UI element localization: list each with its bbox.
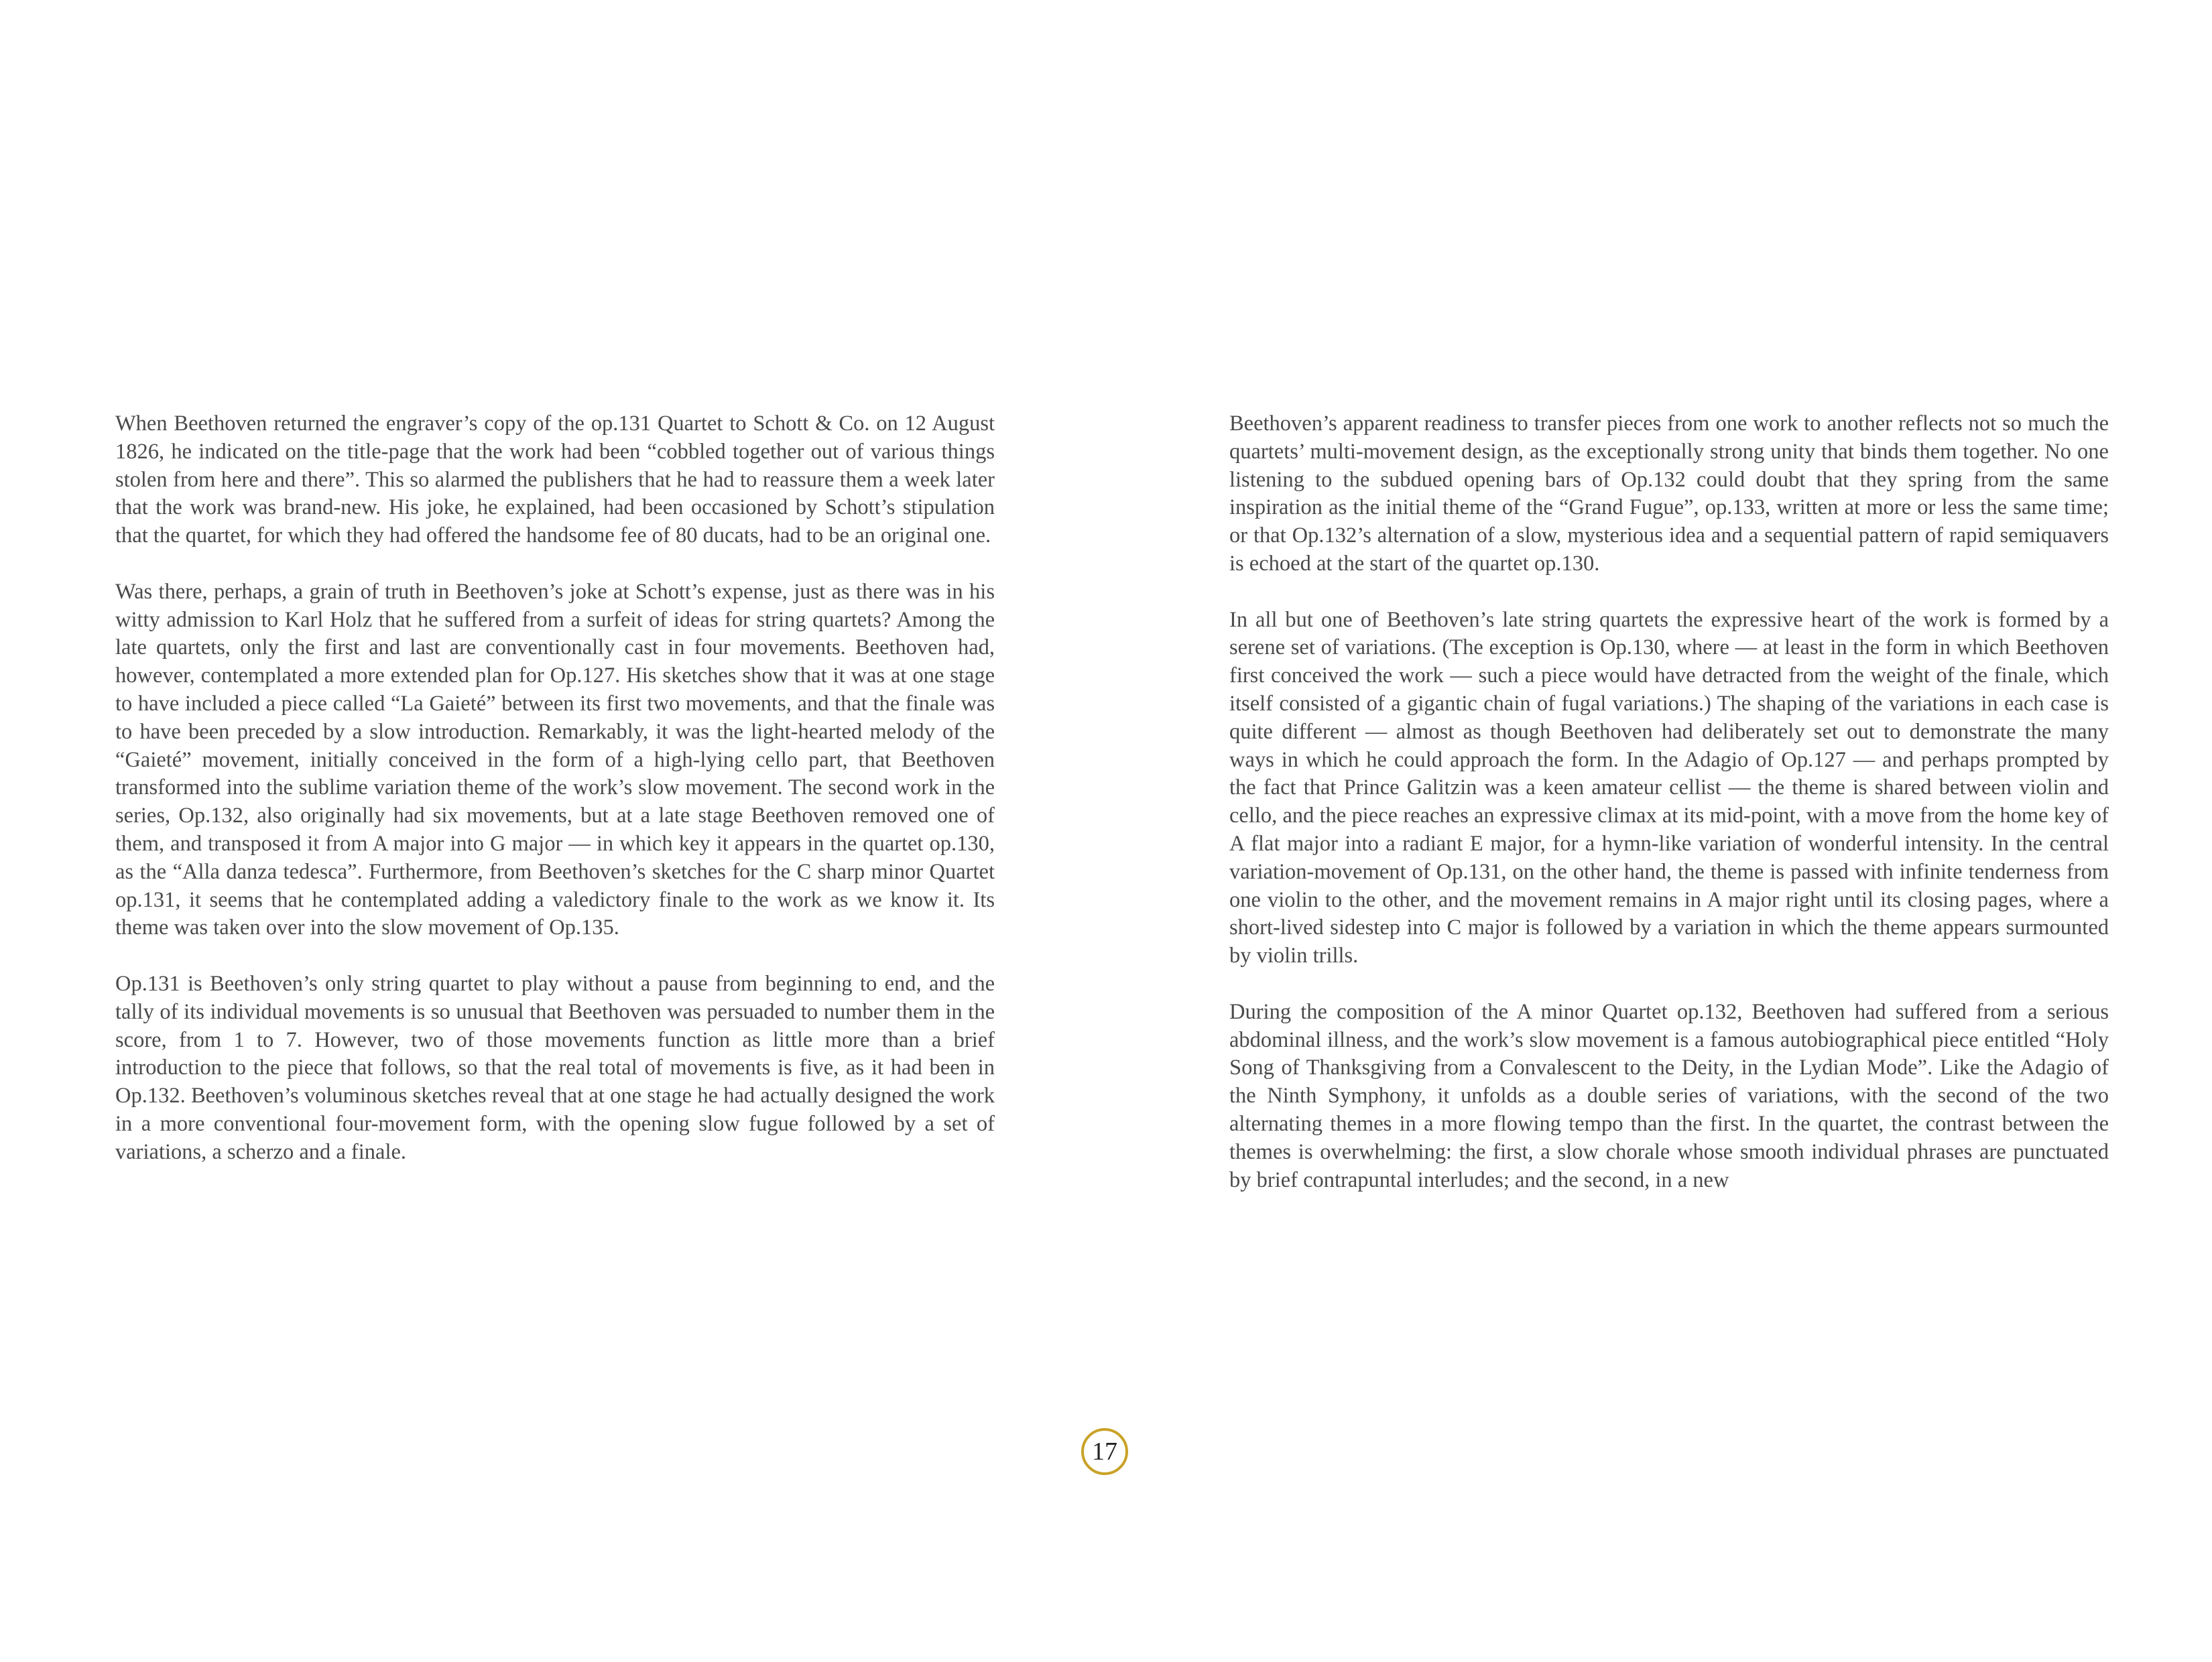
paragraph: When Beethoven returned the engraver’s copy of the op.131 Quartet to Schott & Co. on 12 August 1826, he indicated on the title-page that the work had been “cobbled together out of various things stolen from here and there”. This so alarmed the publishers that he had to reassure them a week later that the work was brand-new. His joke, he explained, had been occasioned by Schott’s stipulation that the quartet, for which they had offered the handsome fee of 80 ducats, had to be an original one. [115,411,995,548]
page-number-badge [1081,1428,1128,1475]
paragraph: During the composition of the A minor Quartet op.132, Beethoven had suffered from a serious abdominal illness, and the work’s slow movement is a famous autobiographical piece entitled “Holy Song of Thanksgiving from a Convalescent to the Deity, in the Lydian Mode”. Like the Adagio of the Ninth Symphony, it unfolds as a double series of variations, with the second of the two alternating themes in a more flowing tempo than the first. In the quartet, the contrast between the themes is overwhelming: the first, a slow chorale whose smooth individual phrases are punctuated by brief contrapuntal interludes; and the second, in a new [1229,999,2109,1192]
right-text-column [1229,410,2109,1194]
paragraph: Op.131 is Beethoven’s only string quartet to play without a pause from beginning to end, and the tally of its individual movements is so unusual that Beethoven was persuaded to number them in the score, from 1 to 7. However, two of those movements function as little more than a brief introduction to the piece that follows, so that the real total of movements is five, as it had been in Op.132. Beethoven’s voluminous sketches reveal that at one stage he had actually designed the work in a more conventional four-movement form, with the opening slow fugue followed by a set of variations, a scherzo and a finale. [115,971,995,1164]
paragraph: Beethoven’s apparent readiness to transfer pieces from one work to another reflects not so much the quartets’ multi-movement design, as the exceptionally strong unity that binds them together. No one listening to the subdued opening bars of Op.132 could doubt that they spring from the same inspiration as the initial theme of the “Grand Fugue”, op.133, written at more or less the same time; or that Op.132’s alternation of a slow, mysterious idea and a sequential pattern of rapid semiquavers is echoed at the start of the quartet op.130. [1229,411,2109,576]
paragraph: Was there, perhaps, a grain of truth in Beethoven’s joke at Schott’s expense, just as there was in his witty admission to Karl Holz that he suffered from a surfeit of ideas for string quartets? Among the late quartets, only the first and last are conventionally cast in four movements. Beethoven had, however, contemplated a more extended plan for Op.127. His sketches show that it was at one stage to have included a piece called “La Gaieté” between its first two movements, and that the finale was to have been preceded by a slow introduction. Remarkably, it was the light-hearted melody of the “Gaieté” movement, initially conceived in the form of a high-lying cello part, that Beethoven transformed into the sublime variation theme of the work’s slow movement. The second work in the series, Op.132, also originally had six movements, but at a late stage Beethoven removed one of them, and transposed it from A major into G major — in which key it appears in the quartet op.130, as the “Alla danza tedesca”. Furthermore, from Beethoven’s sketches for the C sharp minor Quartet op.131, it seems that he contemplated adding a valedictory finale to the work as we know it. Its theme was taken over into the slow movement of Op.135. [115,579,995,940]
page-number: 17 [1092,1437,1117,1466]
left-text-column [115,410,995,1167]
paragraph: In all but one of Beethoven’s late string quartets the expressive heart of the work is formed by a serene set of variations. (The exception is Op.130, where — at least in the form in which Beethoven first conceived the work — such a piece would have detracted from the weight of the finale, which itself consisted of a gigantic chain of fugal variations.) The shaping of the variations in each case is quite different — almost as though Beethoven had deliberately set out to demonstrate the many ways in which he could approach the form. In the Adagio of Op.127 — and perhaps prompted by the fact that Prince Galitzin was a keen amateur cellist — the theme is shared between violin and cello, and the piece reaches an expressive climax at its mid-point, with a move from the home key of A flat major into a radiant E major, for a hymn-like variation of wonderful intensity. In the central variation-movement of Op.131, on the other hand, the theme is passed with infinite tenderness from one violin to the other, and the movement remains in A major right until its closing pages, where a short-lived sidestep into C major is followed by a variation in which the theme appears surmounted by violin trills. [1229,607,2109,968]
